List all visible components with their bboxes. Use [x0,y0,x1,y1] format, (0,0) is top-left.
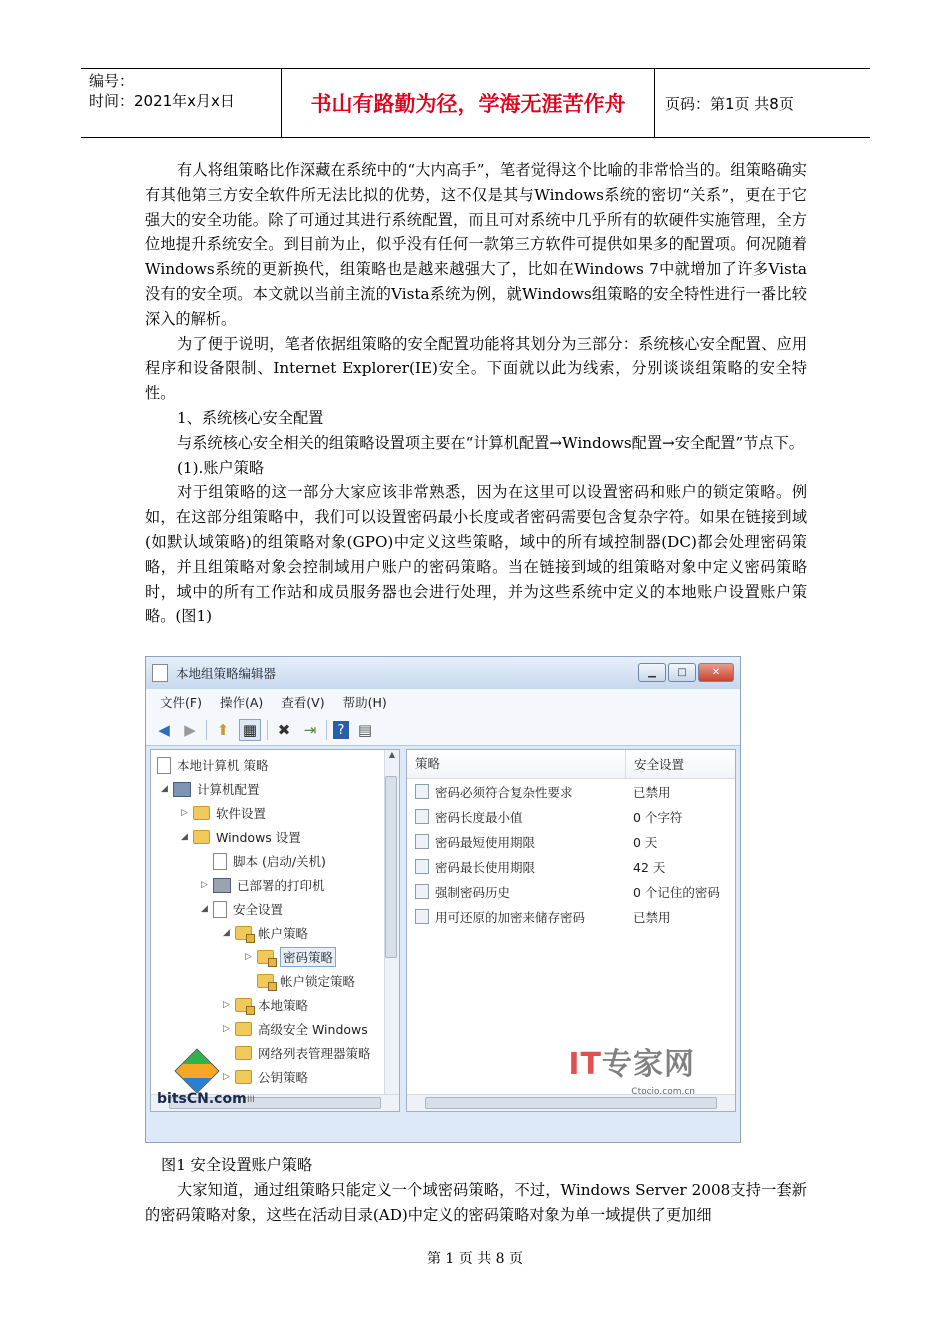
expand-arrow-icon: ▷ [223,1072,230,1082]
window-titlebar [146,657,740,689]
expand-arrow-icon: ▷ [201,880,208,890]
folder-icon [235,1022,252,1036]
figure-screenshot [145,656,741,1143]
folder-icon [193,806,210,820]
tree-vertical-scrollbar [384,750,399,1111]
paragraph: 与系统核心安全相关的组策略设置项主要在“计算机配置→Windows配置→安全配置”节点下。 [177,433,804,452]
tree-item: ▷ 本地策略 [223,998,309,1013]
scroll-grip: III [247,1095,255,1105]
tree-item: 网络列表管理器策略 [235,1042,371,1064]
help-icon: ? [333,721,349,739]
policy-icon [157,757,171,774]
up-folder-icon: ⬆ [216,721,230,739]
body-text [145,158,807,629]
paragraph: 有人将组策略比作深藏在系统中的“大内高手”，笔者觉得这个比喻的非常恰当的。组策略确实有其他第三方安全软件所无法比拟的优势，这不仅是其与Windows系统的密切“关系”，更在于它强大的安全功能。除了可通过其进行系统配置，而且可对系统中几乎所有的软硬件实施管理，全方位地提升系统安全。到目前为止，似乎没有任何一款第三方软件可提供如果多的配置项。何况随着Windows系统的更新换代，组策略也是越来越强大了，比如在Windows 7中就增加了许多Vista没有的安全项。本文就以当前主流的Vista系统为例，就Windows组策略的安全特性进行一番比较深入的解析。 [145,161,807,328]
delete-icon: ✖ [277,721,291,739]
tree-item: ▷ 软件设置 [181,806,267,821]
tree-item: 脚本 (启动/关机) [213,850,326,872]
list-row: 用可还原的加密来储存密码 已禁用 [407,904,735,929]
script-icon [213,853,227,870]
window-controls [638,663,734,682]
folder-icon [235,1070,252,1084]
subsection-heading: (1).账户策略 [177,458,265,477]
column-header-setting: 安全设置 [634,757,685,772]
folder-icon [193,830,210,844]
locked-folder-icon [235,998,252,1012]
expand-arrow-icon: ▷ [181,808,188,818]
expand-arrow-icon: ▷ [223,1024,230,1034]
toolbar [146,715,740,746]
header-page-info: 页码：第1页 共8页 [665,94,794,113]
scroll-up-icon: ▲ [388,750,396,759]
locked-folder-icon [257,974,274,988]
collapse-arrow-icon: ◢ [161,784,168,794]
tree-item-selected: ▷ 密码策略 [245,946,336,968]
header-motto: 书山有路勤为径，学海无涯苦作舟 [282,69,655,137]
header-meta [81,69,282,137]
close-icon: ✕ [698,663,734,682]
menu-view: 查看(V) [281,695,325,710]
paragraph: 对于组策略的这一部分大家应该非常熟悉，因为在这里可以设置密码和账户的锁定策略。例如，在这部分组策略中，我们可以设置密码最小长度或者密码需要包含复杂字符。如果在链接到域(如默认域策略)的组策略对象(GPO)中定义这些策略，域中的所有域控制器(DC)都会处理密码策略，并且组策略对象会控制域用户账户的密码策略。当在链接到域的组策略对象中定义密码策略时，域中的所有工作站和成员服务器也会进行处理，并为这些系统中定义的本地账户设置账户策略。(图1) [145,483,807,626]
computer-icon [173,782,191,797]
editor-panes [150,749,736,1112]
policy-item-icon [415,809,429,824]
expand-arrow-icon: ▷ [223,1000,230,1010]
policy-item-icon [415,909,429,924]
policy-list-pane [406,749,736,1112]
window-title: 本地组策略编辑器 [176,666,277,681]
menu-help: 帮助(H) [342,695,387,710]
locked-folder-icon [235,926,252,940]
show-tree-icon: ▦ [239,719,261,741]
forward-icon: ▶ [184,721,196,739]
tree-item: ▷ 高级安全 Windows [223,1022,368,1037]
list-row: 密码长度最小值 0 个字符 [407,804,735,829]
maximize-icon: □ [668,663,696,682]
scroll-thumb [425,1097,717,1109]
printer-icon [213,878,231,893]
figure-caption: 图1 安全设置账户策略 [161,1156,313,1174]
policy-item-icon [415,859,429,874]
tree-item: ◢ Windows 设置 [181,830,301,845]
watermark-bitscn: bitsCN.com [157,1091,247,1107]
policy-item-icon [415,834,429,849]
scroll-thumb [385,776,397,958]
security-icon [213,901,227,918]
tree-item: ◢ 帐户策略 [223,926,309,941]
watermark-url: Ctocio.com.cn [631,1087,695,1097]
tree-item: ▷ 公钥策略 [223,1070,309,1085]
export-icon: ⇥ [303,721,317,739]
collapse-arrow-icon: ◢ [223,928,230,938]
expand-arrow-icon: ▷ [245,952,252,962]
list-row: 密码最长使用期限 42 天 [407,854,735,879]
back-icon: ◀ [158,721,170,739]
properties-icon: ▤ [357,721,373,739]
list-row: 强制密码历史 0 个记住的密码 [407,879,735,904]
body-text-continued [145,1153,807,1227]
menu-action: 操作(A) [219,695,264,710]
page-footer: 第 1 页 共 8 页 [426,1251,524,1267]
collapse-arrow-icon: ◢ [201,904,208,914]
list-row: 密码最短使用期限 0 天 [407,829,735,854]
number-label: 编号： [89,72,135,90]
tree-item: 本地计算机 策略 [157,754,268,776]
app-icon [152,664,168,682]
section-heading: 1、系统核心安全配置 [177,408,324,427]
policy-item-icon [415,884,429,899]
time-label: 时间：2021年x月x日 [89,92,235,110]
menu-file: 文件(F) [160,695,202,710]
list-row: 密码必须符合复杂性要求 已禁用 [407,779,735,804]
minimize-icon: ▁ [638,663,666,682]
locked-folder-icon [257,950,274,964]
watermark-it-experts: IT专家网 [568,1047,695,1082]
tree-item: ◢ 安全设置 [201,902,284,917]
collapse-arrow-icon: ◢ [181,832,188,842]
tree-item: ▷ 已部署的打印机 [201,878,325,893]
paragraph: 为了便于说明，笔者依据组策略的安全配置功能将其划分为三部分：系统核心安全配置、应用程序和设备限制、Internet Explorer(IE)安全。下面就以此为线索，分别谈谈组策略的安全特性。 [145,334,807,403]
folder-icon [235,1046,252,1060]
bitscn-logo-icon [174,1048,219,1093]
menu-bar [146,689,740,715]
document-header [81,68,870,138]
tree-item: 帐户锁定策略 [257,970,355,992]
column-header-policy: 策略 [407,750,626,778]
list-header [407,750,735,779]
paragraph: 大家知道，通过组策略只能定义一个域密码策略，不过，Windows Server 2008支持一套新的密码策略对象，这些在活动目录(AD)中定义的密码策略对象为单一域提供了更加细 [145,1180,807,1224]
tree-pane [150,749,400,1112]
policy-item-icon [415,784,429,799]
tree-item: ◢ 计算机配置 [161,782,260,797]
